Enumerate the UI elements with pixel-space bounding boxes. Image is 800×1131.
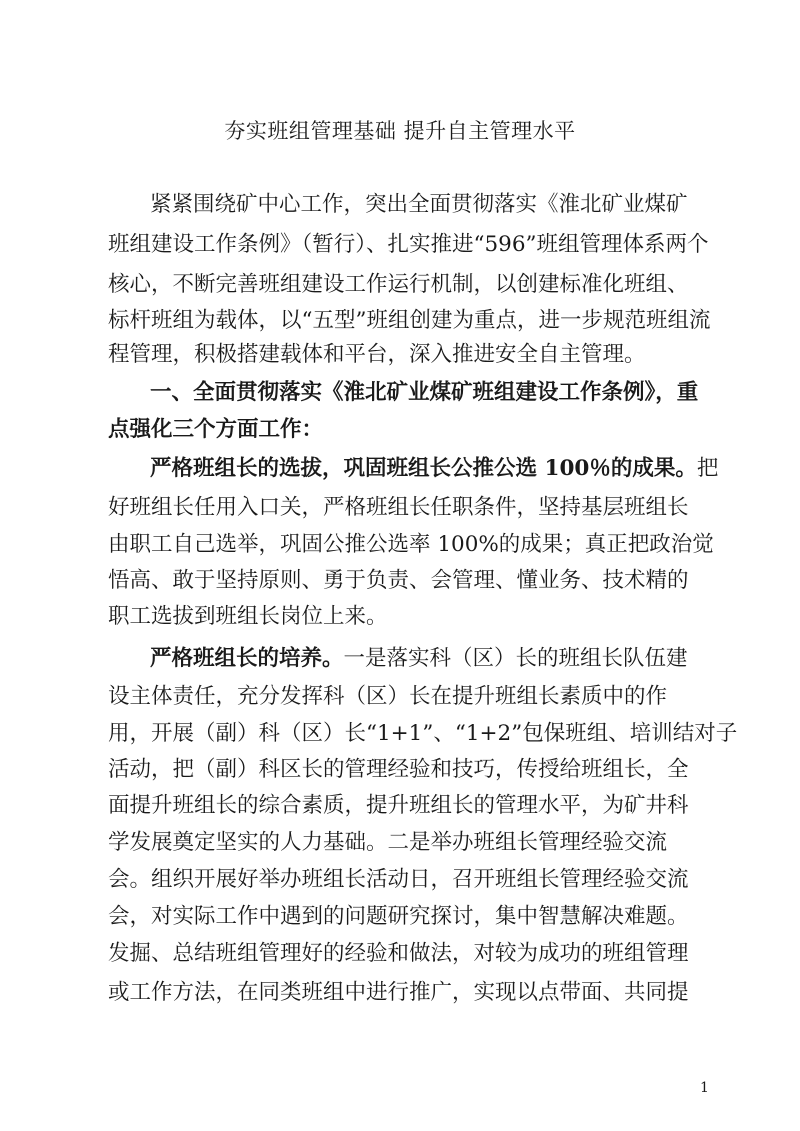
para2-line-9: 发掘、总结班组管理好的经验和做法，对较为成功的班组管理 <box>108 941 689 966</box>
para2-line-2: 设主体责任，充分发挥科（区）长在提升班组长素质中的作 <box>108 684 668 709</box>
para1-line-4: 悟高、敢于坚持原则、勇于负责、会管理、懂业务、技术精的 <box>108 568 689 593</box>
para2-line-8: 会，对实际工作中遇到的问题研究探讨，集中智慧解决难题。 <box>108 904 689 929</box>
section-heading-line-2: 点强化三个方面工作： <box>108 417 324 442</box>
page-number: 1 <box>700 1080 709 1096</box>
intro-line-3: 核心，不断完善班组建设工作运行机制，以创建标准化班组、 <box>108 272 689 297</box>
para1-bold-lead: 严格班组长的选拔，巩固班组长公推公选 100％的成果。 <box>150 456 697 481</box>
section-heading-line-1: 一、全面贯彻落实《淮北矿业煤矿班组建设工作条例》，重 <box>150 380 699 405</box>
para2-lead-rest: 一是落实科（区）长的班组长队伍建 <box>343 646 688 671</box>
para1-line-5: 职工选拔到班组长岗位上来。 <box>108 604 388 629</box>
para2-line-3: 用，开展（副）科（区）长“1+1”、“1+2”包保班组、培训结对子 <box>108 721 738 746</box>
intro-line-4: 标杆班组为载体，以“五型”班组创建为重点，进一步规范班组流 <box>108 308 711 333</box>
intro-line-2: 班组建设工作条例》（暂行）、扎实推进“596”班组管理体系两个 <box>108 232 709 257</box>
page-title: 夯实班组管理基础 提升自主管理水平 <box>224 119 576 143</box>
para1-lead-rest: 把 <box>696 456 719 481</box>
para1-line-1 <box>150 457 718 481</box>
para2-line-4: 活动，把（副）科区长的管理经验和技巧，传授给班组长，全 <box>108 757 689 782</box>
intro-line-5: 程管理，积极搭建载体和平台，深入推进安全自主管理。 <box>108 342 646 367</box>
para1-line-2: 好班组长任用入口关，严格班组长任职条件，坚持基层班组长 <box>108 495 689 520</box>
para2-line-6: 学发展奠定坚实的人力基础。二是举办班组长管理经验交流 <box>108 830 668 855</box>
para1-line-3: 由职工自己选举，巩固公推公选率 100%的成果；真正把政治觉 <box>108 532 714 557</box>
para2-bold-lead: 严格班组长的培养。 <box>150 646 344 671</box>
para2-line-10: 或工作方法，在同类班组中进行推广，实现以点带面、共同提 <box>108 980 689 1005</box>
intro-line-1: 紧紧围绕矿中心工作，突出全面贯彻落实《淮北矿业煤矿 <box>150 192 688 217</box>
para2-line-1 <box>150 647 688 671</box>
para2-line-5: 面提升班组长的综合素质，提升班组长的管理水平，为矿井科 <box>108 793 689 818</box>
para2-line-7: 会。组织开展好举办班组长活动日，召开班组长管理经验交流 <box>108 867 689 892</box>
